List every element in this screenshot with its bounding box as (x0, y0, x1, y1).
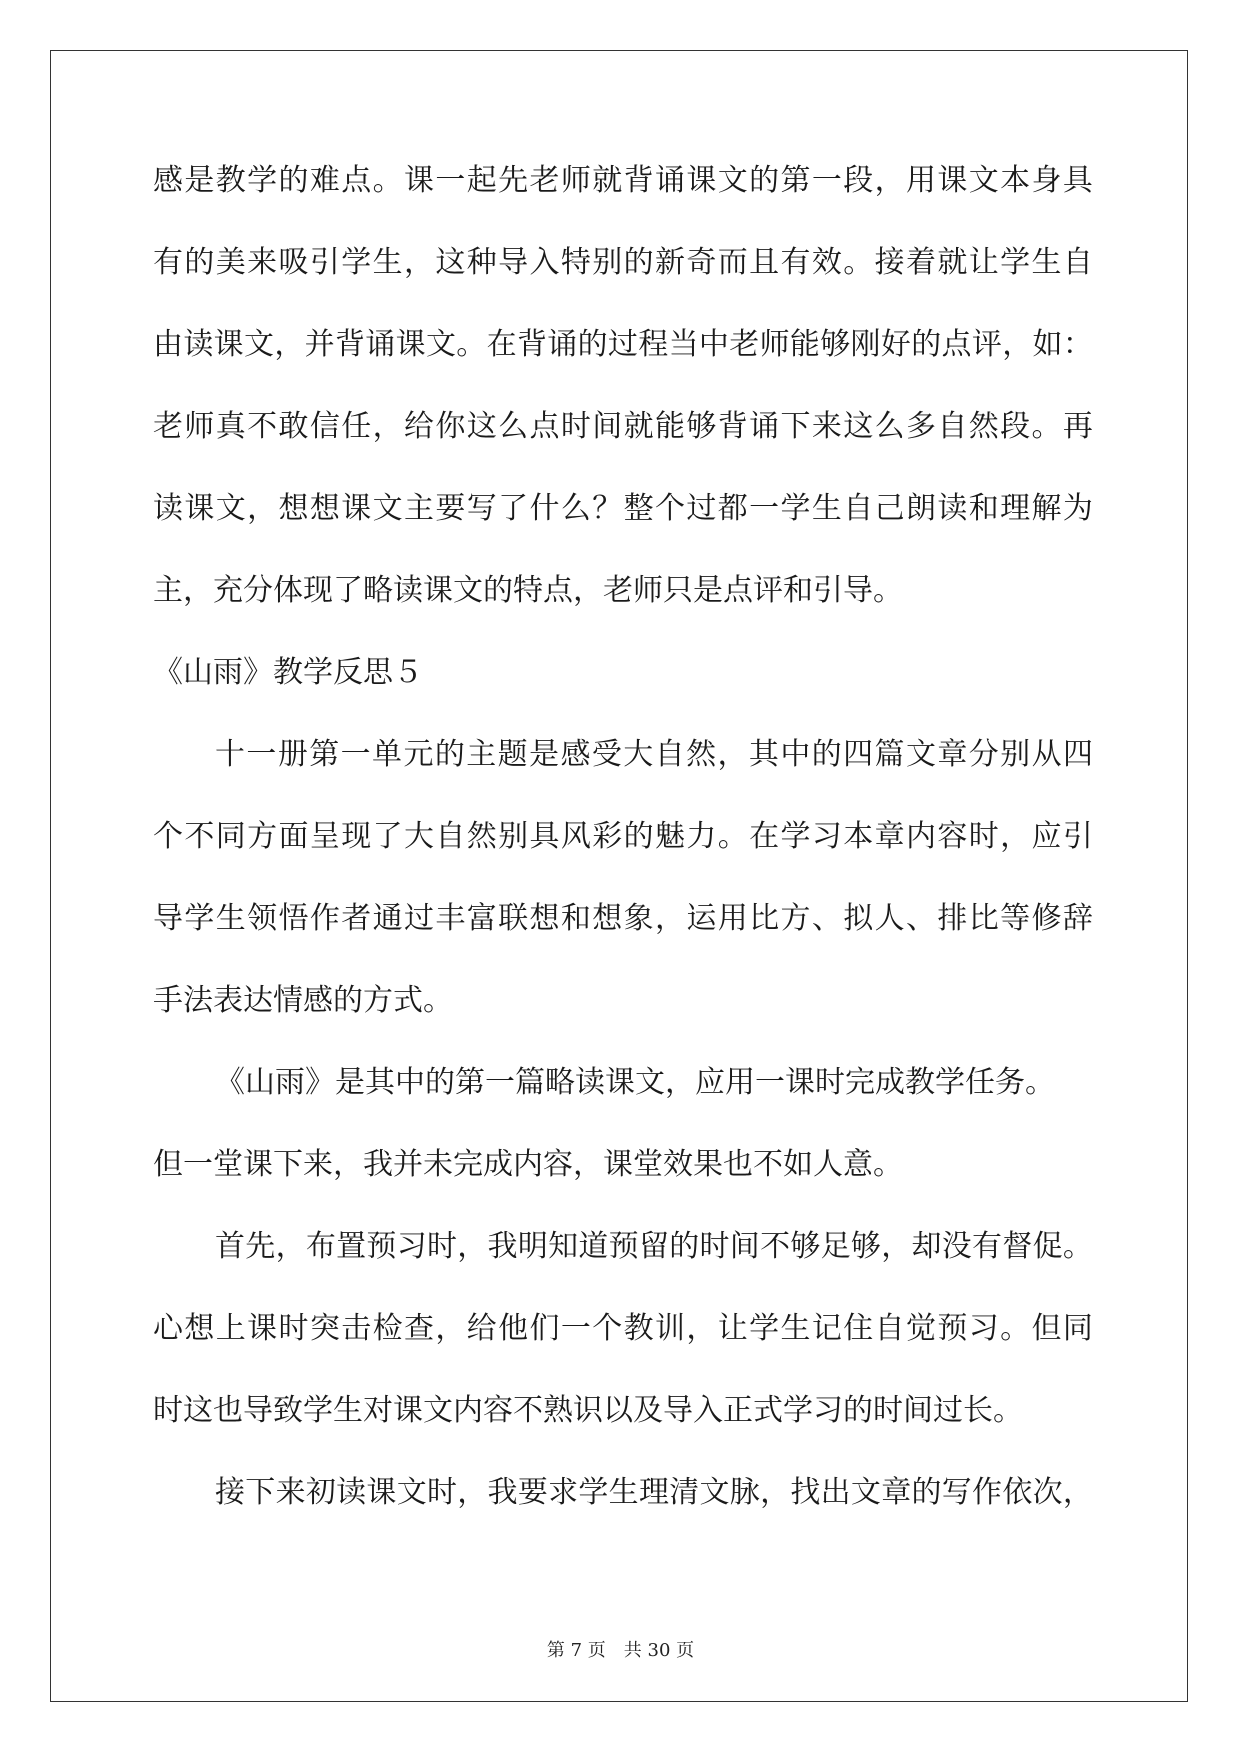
text-line: 时这也导致学生对课文内容不熟识以及导入正式学习的时间过长。 (153, 1393, 1023, 1428)
text-line: 十 一 册 第 一 单 元 的 主 题 是 感 受 大 自 然 ， 其 中 的 四 篇 文 章 分 别 从 四 (215, 737, 1093, 772)
text-line: 有 的 美 来 吸 引 学 生 ， 这 种 导 入 特 别 的 新 奇 而 且 有 效 。 接 着 就 让 学 生 自 (153, 245, 1093, 280)
document-body (153, 156, 1093, 1550)
page-footer: 第 7 页 共 30 页 (546, 1640, 695, 1661)
text-line: 个 不 同 方 面 呈 现 了 大 自 然 别 具 风 彩 的 魅 力 。 在 学 习 本 章 内 容 时 ， 应 引 (153, 819, 1093, 854)
text-line: 但一堂课下来，我并未完成内容，课堂效果也不如人意。 (153, 1147, 903, 1182)
text-line: 接 下 来 初 读 课 文 时 ， 我 要 求 学 生 理 清 文 脉 ， 找 出 文 章 的 写 作 依 次 ， (215, 1475, 1093, 1510)
text-line: 心 想 上 课 时 突 击 检 查 ， 给 他 们 一 个 教 训 ， 让 学 生 记 住 自 觉 预 习 。 但 同 (153, 1311, 1093, 1346)
text-line: 感 是 教 学 的 难 点 。 课 一 起 先 老 师 就 背 诵 课 文 的 第 一 段 ， 用 课 文 本 身 具 (153, 163, 1093, 198)
text-line: 手法表达情感的方式。 (153, 983, 453, 1018)
text-line: 老 师 真 不 敢 信 任 ， 给 你 这 么 点 时 间 就 能 够 背 诵 下 来 这 么 多 自 然 段 。 再 (153, 409, 1093, 444)
text-line: 由 读 课 文 ， 并 背 诵 课 文 。 在 背 诵 的 过 程 当 中 老 师 能 够 刚 好 的 点 评 ， 如 ： (153, 327, 1093, 362)
text-line: 主，充分体现了略读课文的特点，老师只是点评和引导。 (153, 573, 903, 608)
text-line: 导 学 生 领 悟 作 者 通 过 丰 富 联 想 和 想 象 ， 运 用 比 方 、 拟 人 、 排 比 等 修 辞 (153, 901, 1093, 936)
text-line: 读 课 文 ， 想 想 课 文 主 要 写 了 什 么 ？ 整 个 过 都 一 学 生 自 己 朗 读 和 理 解 为 (153, 491, 1093, 526)
text-line: 首 先 ， 布 置 预 习 时 ， 我 明 知 道 预 留 的 时 间 不 够 足 够 ， 却 没 有 督 促 。 (215, 1229, 1093, 1264)
text-line: 《山雨》教学反思５ (153, 655, 423, 690)
text-line: 《山雨》是其中的第一篇略读课文，应用一课时完成教学任务。 (215, 1065, 1055, 1100)
